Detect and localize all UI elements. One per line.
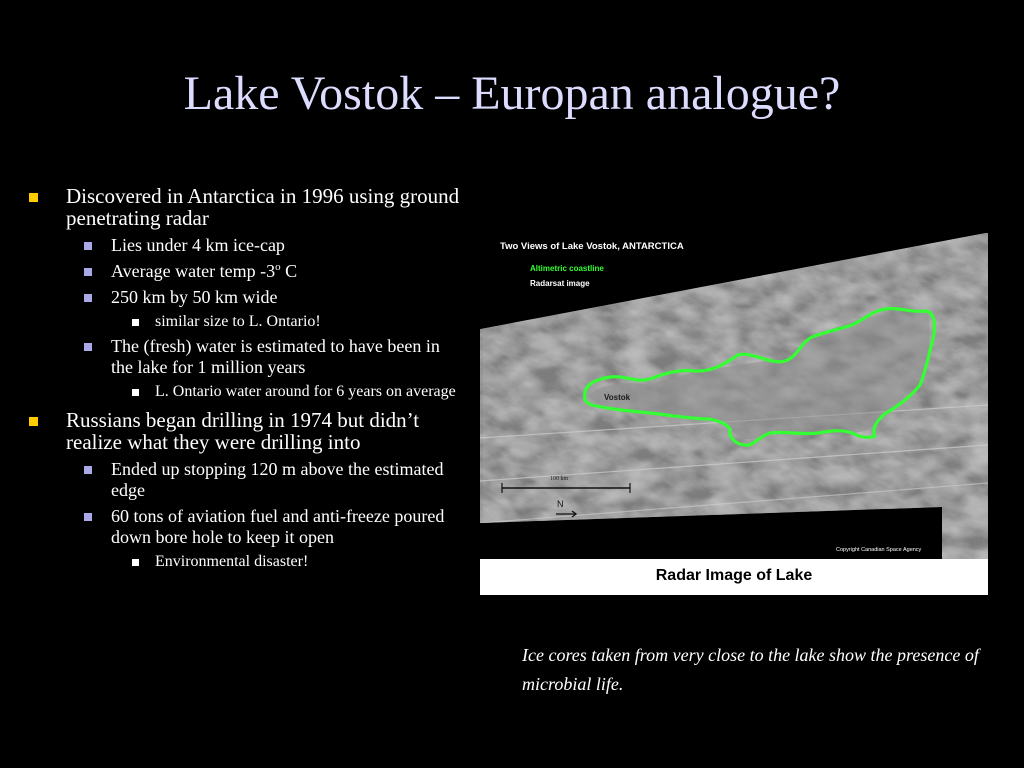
sub-bullet-stopping — [28, 459, 460, 501]
copyright-notice: Copyright Canadian Space Agency — [836, 547, 922, 553]
legend-coastline: Altimetric coastline — [530, 264, 604, 273]
bullet-text: Lies under 4 km ice-cap — [111, 235, 285, 255]
square-bullet-icon — [132, 559, 139, 566]
scale-label: 100 km — [550, 476, 569, 482]
radar-image-figure — [480, 233, 988, 595]
lake-label: Vostok — [604, 393, 631, 402]
square-bullet-icon — [84, 343, 92, 351]
sub-bullet-fuel — [28, 506, 460, 548]
square-bullet-icon — [132, 319, 139, 326]
legend-radarsat: Radarsat image — [530, 279, 590, 288]
sub-bullet-size — [28, 287, 460, 308]
bullet-text: similar size to L. Ontario! — [155, 313, 321, 330]
bullet-russians-drilling — [28, 409, 460, 453]
degree-superscript: o — [275, 261, 281, 273]
square-bullet-icon — [84, 242, 92, 250]
sub-sub-bullet-ontario-water — [28, 383, 460, 401]
bullet-list — [28, 182, 460, 576]
figure-heading: Two Views of Lake Vostok, ANTARCTICA — [500, 241, 684, 252]
square-bullet-icon — [84, 268, 92, 276]
square-bullet-icon — [84, 513, 92, 521]
square-bullet-icon — [132, 389, 139, 396]
bullet-text: Ended up stopping 120 m above the estimated edge — [111, 459, 444, 500]
bullet-text: 60 tons of aviation fuel and anti-freeze poured down bore hole to keep it open — [111, 506, 445, 547]
sub-bullet-fresh-water — [28, 336, 460, 378]
bullet-text: 250 km by 50 km wide — [111, 287, 278, 307]
bullet-text: Discovered in Antarctica in 1996 using ground penetrating radar — [66, 184, 460, 230]
slide-title: Lake Vostok – Europan analogue? — [183, 67, 841, 120]
bullet-text: Environmental disaster! — [155, 553, 309, 570]
bullet-text: Russians began drilling in 1974 but didn’t realize what they were drilling into — [66, 408, 420, 454]
figure-caption: Radar Image of Lake — [655, 567, 813, 584]
bullet-text-unit: C — [280, 261, 298, 281]
square-bullet-icon — [29, 193, 38, 202]
bullet-text: The (fresh) water is estimated to have been in the lake for 1 million years — [111, 336, 440, 377]
sub-bullet-ice-cap — [28, 235, 460, 256]
microbial-life-note: Ice cores taken from very close to the lake show the presence of microbial life. — [522, 645, 979, 694]
sub-bullet-water-temp — [28, 261, 460, 282]
square-bullet-icon — [29, 417, 38, 426]
square-bullet-icon — [84, 466, 92, 474]
bullet-text: Average water temp -3 — [111, 261, 276, 281]
bullet-discovered — [28, 185, 460, 229]
square-bullet-icon — [84, 294, 92, 302]
sub-sub-bullet-disaster — [28, 553, 460, 571]
figure-caption-bar — [480, 559, 988, 595]
sub-sub-bullet-ontario-size — [28, 313, 460, 331]
bullet-text: L. Ontario water around for 6 years on average — [155, 383, 456, 400]
north-label: N — [557, 499, 564, 509]
